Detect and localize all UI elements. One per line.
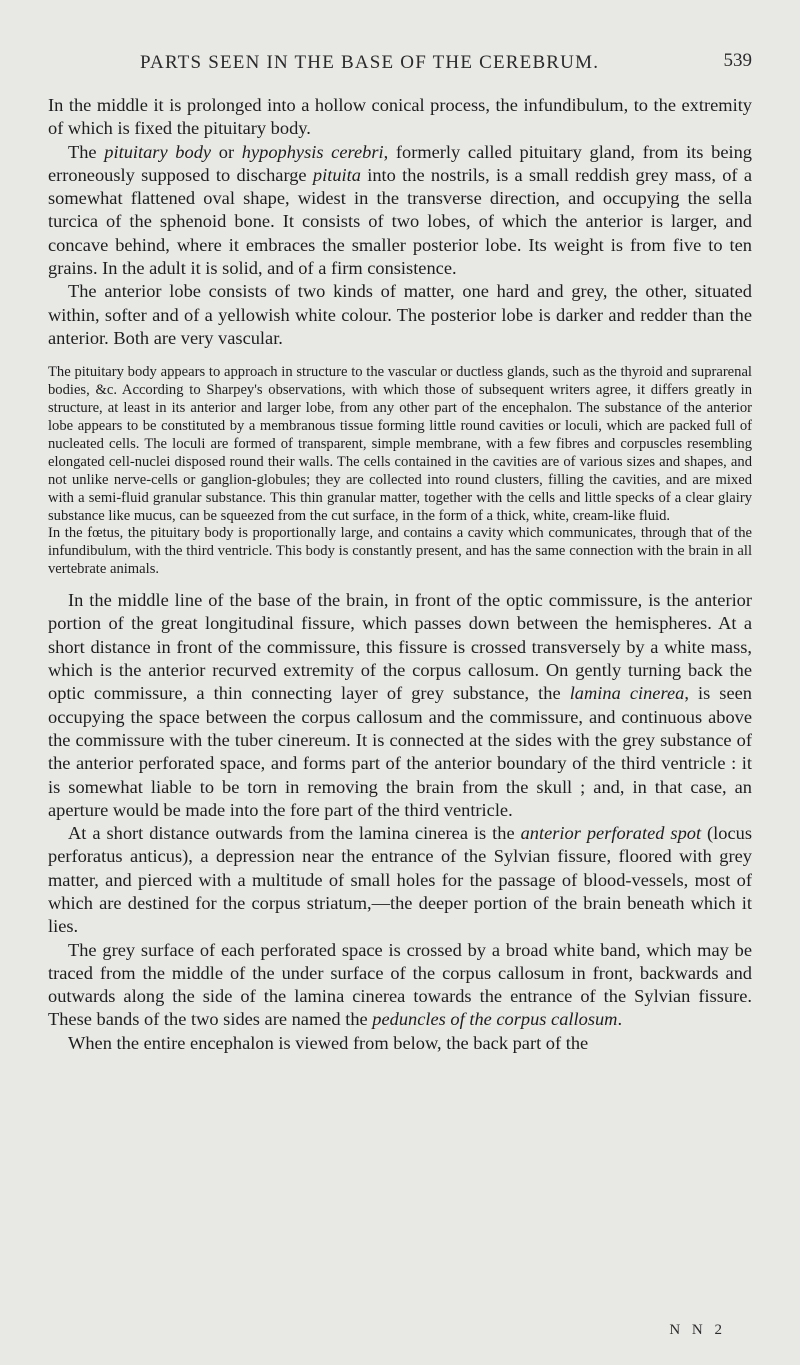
running-head <box>48 46 752 80</box>
text-run: In the middle line of the base of the brain, in front of the optic commissure, is the anterior portion of the great longitudinal fissure, which passes down between the hemispheres. At a short distance in front of the commissure, this fissure is crossed transversely by a white mass, which is the anterior recurved extremity of the corpus callosum. On gently turning back the optic commissure, a thin connecting layer of grey substance, the <box>48 590 752 704</box>
italic-term-pituitary-body: pituitary body <box>104 141 212 162</box>
small-paragraph-foetus: In the fœtus, the pituitary body is proportionally large, and contains a cavity which communicates, through that of the infundibulum, with the third ventricle. This body is constantly present, and has the same connection with the brain in all vertebrate animals. <box>48 525 752 578</box>
main-text-section-1 <box>48 94 752 350</box>
body-text <box>48 94 752 1055</box>
paragraph-pituitary-body <box>48 141 752 281</box>
signature-mark: N N 2 <box>669 1322 726 1338</box>
italic-term-peduncles: peduncles of the corpus callosum <box>372 1009 618 1030</box>
text-run: . <box>617 1009 623 1030</box>
running-title: PARTS SEEN IN THE BASE OF THE CEREBRUM. <box>140 52 600 73</box>
text-run: or <box>211 141 242 162</box>
text-run: The <box>68 141 105 162</box>
paragraph-infundibulum: In the middle it is prolonged into a hollow conical process, the infundibulum, to the extremity of which is fixed the pituitary body. <box>48 95 752 139</box>
paragraph-anterior-lobe: The anterior lobe consists of two kinds of matter, one hard and grey, the other, situated within, softer and of a yellowish white colour. The posterior lobe is darker and redder than the anterior. Both are very vascular. <box>48 281 752 348</box>
paragraph-anterior-perforated-spot <box>48 822 752 938</box>
paragraph-peduncles <box>48 939 752 1032</box>
small-paragraph-structure: The pituitary body appears to approach in structure to the vascular or ductless glands, such as the thyroid and suprarenal bodies, &c. According to Sharpey's observations, with which those of subsequent writers agree, it differs greatly in structure, at least in its anterior and larger lobe, from any other part of the encephalon. The substance of the anterior lobe appears to be constituted by a membranous tissue forming little round cavities or loculi, which are packed full of nucleated cells. The loculi are formed of transparent, simple membrane, with a few fibres and corpuscles resembling elongated cell-nuclei disposed round their walls. The cells contained in the cavities are of various sizes and shapes, and not unlike nerve-cells or ganglion-globules; they are collected into round clusters, filling the cavities, and are mixed with a semi-fluid granular substance. This thin granular matter, together with the cells and little specks of a clear glairy substance like mucus, can be squeezed from the cut surface, in the form of a thick, white, cream-like fluid. <box>48 364 752 524</box>
main-text-section-2 <box>48 589 752 1055</box>
text-run: , is seen occupying the space between the corpus callosum and the commissure, and continuous above the commissure with the tuber cinereum. It is connected at the sides with the grey substance of the anterior perforated space, and forms part of the anterior boundary of the third ventricle : it is somewhat liable to be torn in removing the brain from the skull ; and, in that case, an aperture would be made into the fore part of the third ventricle. <box>48 683 752 820</box>
italic-term-hypophysis-cerebri: hypophysis cerebri <box>241 141 384 162</box>
page-number: 539 <box>723 50 752 71</box>
italic-term-anterior-perforated-spot: anterior perforated spot <box>520 823 702 844</box>
text-run: At a short distance outwards from the lamina cinerea is the <box>68 823 521 844</box>
paragraph-lamina-cinerea <box>48 589 752 822</box>
italic-term-lamina-cinerea: lamina cinerea <box>569 683 685 704</box>
text-run: , formerly called pituitary gland, from its being erroneously supposed to discharge <box>48 141 752 185</box>
italic-term-pituita: pituita <box>312 164 361 185</box>
paragraph-encephalon-viewed: When the entire encephalon is viewed from below, the back part of the <box>68 1032 589 1053</box>
text-run: (locus perforatus anticus), a depression near the entrance of the Sylvian fissure, floored with grey matter, and pierced with a multitude of small holes for the passage of blood-vessels, most of which are destined for the corpus striatum,—the deeper portion of the brain beneath which it lies. <box>48 823 752 937</box>
text-run: into the nostrils, is a small reddish grey mass, of a somewhat flattened oval shape, widest in the transverse direction, and occupying the sella turcica of the sphenoid bone. It consists of two lobes, of which the anterior is larger, and concave behind, where it embraces the smaller posterior lobe. Its weight is from five to ten grains. In the adult it is solid, and of a firm consistence. <box>48 164 752 279</box>
text-run: The grey surface of each perforated space is crossed by a broad white band, which may be traced from the middle of the under surface of the corpus callosum in front, backwards and outwards along the side of the lamina cinerea towards the entrance of the Sylvian fissure. These bands of the two sides are named the <box>48 939 752 1030</box>
small-print-note <box>48 364 752 579</box>
